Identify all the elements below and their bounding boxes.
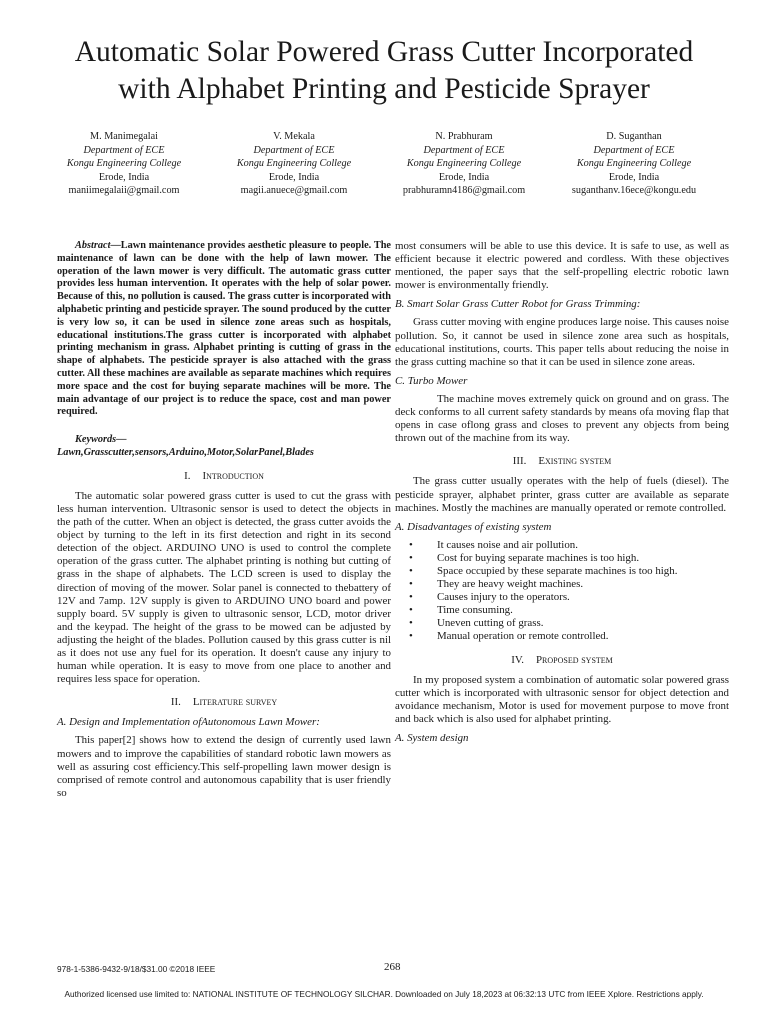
bullet-icon: • — [409, 564, 413, 577]
list-item — [395, 617, 729, 630]
list-item-text: Manual operation or remote controlled. — [437, 630, 609, 643]
author-dept: Department of ECE — [253, 144, 335, 156]
list-item — [395, 591, 729, 604]
author-name: M. Manimegalai — [90, 131, 158, 142]
existing-system-text: The grass cutter usually operates with the help of fuels (diesel). The pesticide sprayer, alphabet printer, grass cutter are available as separate machines. Mostly the machines are manually operated or remote controlled. — [395, 475, 729, 514]
keywords-label: Keywords— — [75, 434, 127, 446]
bullet-icon: • — [409, 591, 413, 604]
author-college: Kongu Engineering College — [236, 158, 352, 170]
abstract-text: —Lawn maintenance provides aesthetic pleasure to people. The maintenance of lawn can be done with the help of lawn mower. The operation of the lawn mower is very difficult. The automatic grass cutter provides less human intervention. It operates with the help of solar power. Because of this, no pollution is caused. The grass cutter is incorporated with alphabetic printing and pesticide sprayer. The sound produced by the cutter is very low so, it can be used in silence zone areas such as hospitals, educational institutions.The grass cutter is incorporated with alphabet printing mechanism in grass. Alphabet printing is cutting of grass in the shape of alphabets. The pesticide sprayer is also attached with the grass cutter. All these machines are available as separate machines which requires more space and the cost for buying separate machines will be more. The main advantage of our project is to reduce the space, cost and man power required. — [57, 240, 391, 418]
bullet-icon: • — [409, 538, 413, 551]
subsection-heading-a: A. Design and Implementation ofAutonomous Lawn Mower: — [57, 716, 320, 729]
introduction-text: The automatic solar powered grass cutter is used to cut the grass with less human intervention. Ultrasonic sensor is used to detect the objects in the path of the cutter. When an object is detected, the grass cutter avoids the object by turning to the left in its first detection and right in its second detection of the object. ARDUINO UNO is used to control the complete operation of the grass cutter. The alphabet printing is nothing but cutting of grass in the shape of alphabets. The LCD screen is used to display the direction of moving of the mower. Solar panel is connected to thebattery of 12V and 7amp. 12V supply is given to ARDUINO UNO board and power supply board. 5V supply is given to ultrasonic sensor, LCD, motor driver and the keypad. The height of the grass to be mowed can be adjusted by adjusting the height of the blades. Pollution caused by this grass cutter is nil as it does not use any fuel for its operation. It doesn't cause any injury to human while operation. It is easy to move from one place to another and requires less space for operation. — [57, 489, 391, 686]
author-location: Erode, India — [98, 171, 150, 183]
author-location: Erode, India — [268, 171, 320, 183]
bullet-icon: • — [409, 630, 413, 643]
subsection-heading-disadvantages: A. Disadvantages of existing system — [395, 520, 552, 533]
section-title: Literature survey — [192, 696, 278, 709]
list-item — [395, 578, 729, 591]
list-item — [395, 552, 729, 565]
section-title: Existing system — [538, 455, 612, 468]
author-block — [36, 130, 732, 210]
list-item — [395, 539, 729, 552]
author-college: Kongu Engineering College — [66, 158, 182, 170]
subsection-heading-c: C. Turbo Mower — [395, 374, 468, 387]
author-location: Erode, India — [438, 171, 490, 183]
list-item-text: They are heavy weight machines. — [437, 578, 584, 591]
license-notice: Authorized licensed use limited to: NATIONAL INSTITUTE OF TECHNOLOGY SILCHAR. Downloaded on July 18,2023 at 06:32:13 UTC from IEEE Xplore. Restrictions apply. — [64, 989, 704, 999]
list-item — [395, 565, 729, 578]
list-item — [395, 604, 729, 617]
page-number: 268 — [384, 961, 401, 973]
author-dept: Department of ECE — [83, 144, 165, 156]
keywords — [57, 434, 391, 460]
section-title: Proposed system — [536, 653, 613, 666]
author-location: Erode, India — [608, 171, 660, 183]
title-line-1: Automatic Solar Powered Grass Cutter Incorporated — [74, 36, 694, 68]
author-2 — [206, 130, 382, 198]
list-item-text: Causes injury to the operators. — [437, 591, 570, 604]
footer-isbn: 978-1-5386-9432-9/18/$31.00 ©2018 IEEE — [57, 964, 216, 974]
author-4 — [546, 130, 722, 198]
section-number: I. — [184, 469, 191, 482]
subsection-heading-system-design: A. System design — [395, 732, 469, 744]
abstract-lead: Abstract — [75, 240, 111, 251]
list-item — [395, 630, 729, 643]
section-title: Introduction — [202, 469, 264, 482]
subsection-heading-b: B. Smart Solar Grass Cutter Robot for Grass Trimming: — [395, 298, 641, 311]
subsection-c-text: The machine moves extremely quick on ground and on grass. The deck conforms to all current safety standards by means ofa moving flap that opens in case oflong grass and closes to prevent any objects from being thrown out of the machine from its way. — [395, 392, 729, 445]
author-name: D. Suganthan — [606, 131, 662, 142]
disadvantages-list — [395, 539, 729, 644]
section-number: III. — [512, 455, 527, 468]
title-line-2: with Alphabet Printing and Pesticide Sprayer — [118, 73, 650, 105]
bullet-icon: • — [409, 578, 413, 591]
author-email: maniimegalaii@gmail.com — [68, 185, 180, 197]
list-item-text: Space occupied by these separate machines is too high. — [437, 564, 678, 577]
abstract — [57, 240, 391, 419]
list-item-text: It causes noise and air pollution. — [437, 538, 578, 551]
bullet-icon: • — [409, 617, 413, 630]
list-item-text: Cost for buying separate machines is too high. — [437, 551, 640, 564]
author-college: Kongu Engineering College — [576, 158, 692, 170]
subsection-a-text-continued: most consumers will be able to use this device. It is safe to use, as well as efficient because it electric powered and cordless. With these objectives mentioned, the paper says that the self-propelling electric robotic lawn mower is environmentally friendly. — [395, 240, 729, 292]
author-dept: Department of ECE — [593, 144, 675, 156]
author-name: N. Prabhuram — [435, 131, 493, 142]
author-1 — [36, 130, 212, 198]
author-email: prabhuramn4186@gmail.com — [402, 185, 526, 197]
bullet-icon: • — [409, 604, 413, 617]
section-number: II. — [170, 696, 181, 709]
subsection-a-text: This paper[2] shows how to extend the design of currently used lawn mowers and to improve the capabilities of standard robotic lawn mowers as well as assuring cost efficiency.This self-propelling lawn mower design is comprised of remote control and autonomous capability that is user friendly so — [57, 734, 391, 799]
author-email: suganthanv.16ece@kongu.edu — [571, 185, 697, 197]
section-heading-proposed-system — [395, 654, 729, 667]
bullet-icon: • — [409, 551, 413, 564]
author-3 — [376, 130, 552, 198]
left-column — [57, 240, 391, 800]
author-name: V. Mekala — [273, 131, 315, 142]
proposed-system-text: In my proposed system a combination of automatic solar powered grass cutter which is incorporated with ultrasonic sensor for object detection and avoidance mechanism, Motor is used for movement purpose to move front and back which is also used for alphabet printing. — [395, 673, 729, 725]
author-email: magii.anuece@gmail.com — [240, 185, 348, 197]
list-item-text: Uneven cutting of grass. — [437, 617, 544, 630]
section-number: IV. — [511, 653, 524, 666]
author-college: Kongu Engineering College — [406, 158, 522, 170]
section-heading-literature-survey — [57, 696, 391, 709]
section-heading-introduction — [57, 470, 391, 483]
paper-title — [20, 34, 748, 108]
subsection-b-text: Grass cutter moving with engine produces large noise. This causes noise pollution. So, it cannot be used in silence zone area such as hospitals, educational institutions, courts. This paper tells about reducing the noise in the grass cutting machine so that it can be used in silence zone areas. — [395, 316, 729, 368]
author-dept: Department of ECE — [423, 144, 505, 156]
section-heading-existing-system — [395, 455, 729, 468]
list-item-text: Time consuming. — [437, 604, 513, 617]
right-column — [395, 240, 729, 750]
keywords-text: Lawn,Grasscutter,sensors,Arduino,Motor,SolarPanel,Blades — [57, 446, 314, 458]
